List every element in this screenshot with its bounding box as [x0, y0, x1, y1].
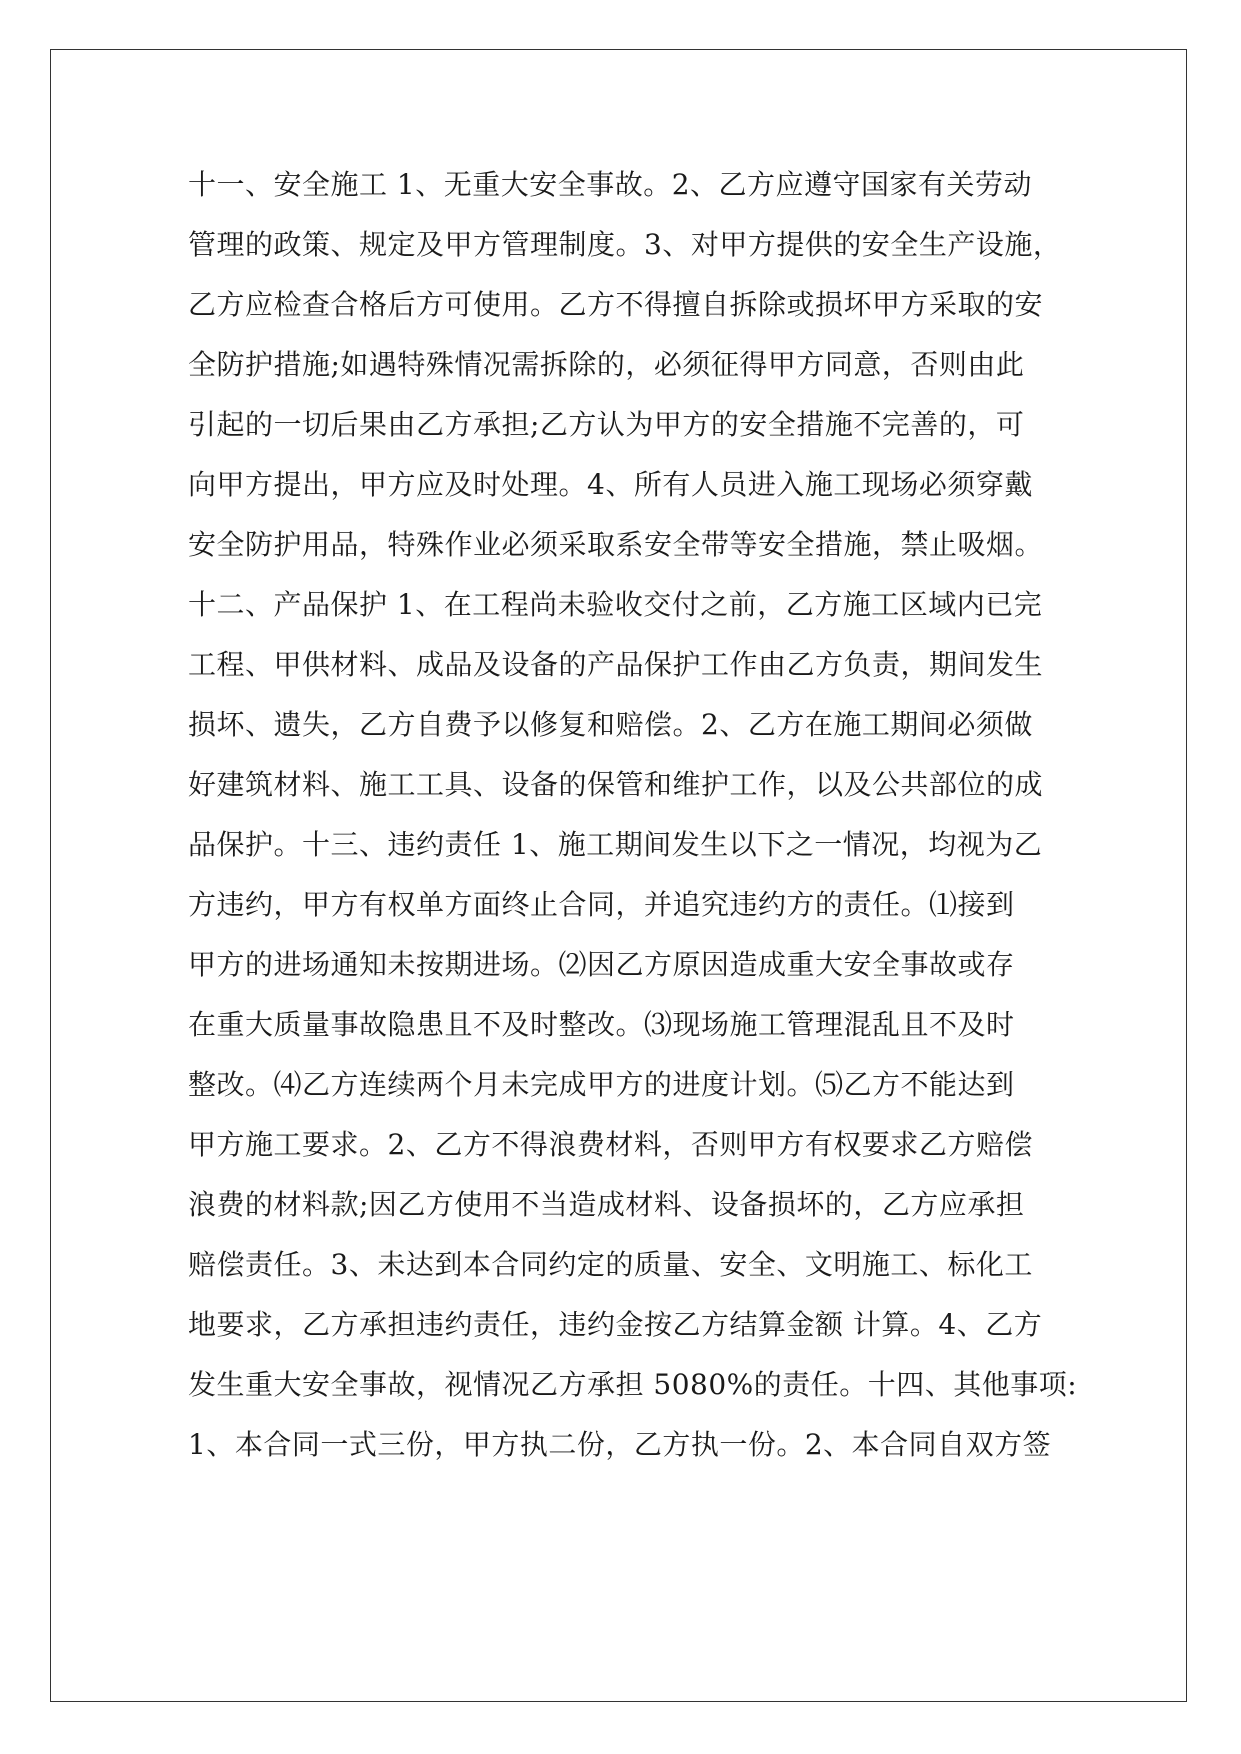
text-line: 浪费的材料款;因乙方使用不当造成材料、设备损坏的，乙方应承担: [188, 1188, 1025, 1221]
text-line: 乙方应检查合格后方可使用。乙方不得擅自拆除或损坏甲方采取的安: [188, 288, 1044, 321]
text-line: 向甲方提出，甲方应及时处理。4、所有人员进入施工现场必须穿戴: [188, 468, 1033, 501]
text-line: 十二、产品保护 1、在工程尚未验收交付之前，乙方施工区域内已完: [188, 588, 1043, 621]
text-line: 品保护。十三、违约责任 1、施工期间发生以下之一情况，均视为乙: [188, 828, 1043, 861]
text-line: 甲方施工要求。2、乙方不得浪费材料，否则甲方有权要求乙方赔偿: [188, 1128, 1033, 1161]
text-line: 发生重大安全事故，视情况乙方承担 5080%的责任。十四、其他事项:: [188, 1368, 1078, 1401]
text-line: 赔偿责任。3、未达到本合同约定的质量、安全、文明施工、标化工: [188, 1248, 1033, 1281]
text-line: 全防护措施;如遇特殊情况需拆除的，必须征得甲方同意，否则由此: [188, 348, 1025, 381]
document-body: [188, 155, 1078, 1475]
text-line: 管理的政策、规定及甲方管理制度。3、对甲方提供的安全生产设施，: [188, 228, 1062, 261]
text-line: 1、本合同一式三份，甲方执二份，乙方执一份。2、本合同自双方签: [188, 1428, 1052, 1461]
text-line: 地要求，乙方承担违约责任，违约金按乙方结算金额 计算。4、乙方: [188, 1308, 1043, 1341]
text-line: 十一、安全施工 1、无重大安全事故。2、乙方应遵守国家有关劳动: [188, 168, 1033, 201]
text-line: 方违约，甲方有权单方面终止合同，并追究违约方的责任。⑴接到: [188, 888, 1015, 921]
text-line: 甲方的进场通知未按期进场。⑵因乙方原因造成重大安全事故或存: [188, 948, 1015, 981]
text-line: 安全防护用品，特殊作业必须采取系安全带等安全措施，禁止吸烟。: [188, 528, 1044, 561]
text-line: 引起的一切后果由乙方承担;乙方认为甲方的安全措施不完善的，可: [188, 408, 1025, 441]
text-line: 整改。⑷乙方连续两个月未完成甲方的进度计划。⑸乙方不能达到: [188, 1068, 1015, 1101]
text-line: 好建筑材料、施工工具、设备的保管和维护工作，以及公共部位的成: [188, 768, 1044, 801]
text-line: 在重大质量事故隐患且不及时整改。⑶现场施工管理混乱且不及时: [188, 1008, 1015, 1041]
text-line: 工程、甲供材料、成品及设备的产品保护工作由乙方负责，期间发生: [188, 648, 1044, 681]
text-line: 损坏、遗失，乙方自费予以修复和赔偿。2、乙方在施工期间必须做: [188, 708, 1033, 741]
